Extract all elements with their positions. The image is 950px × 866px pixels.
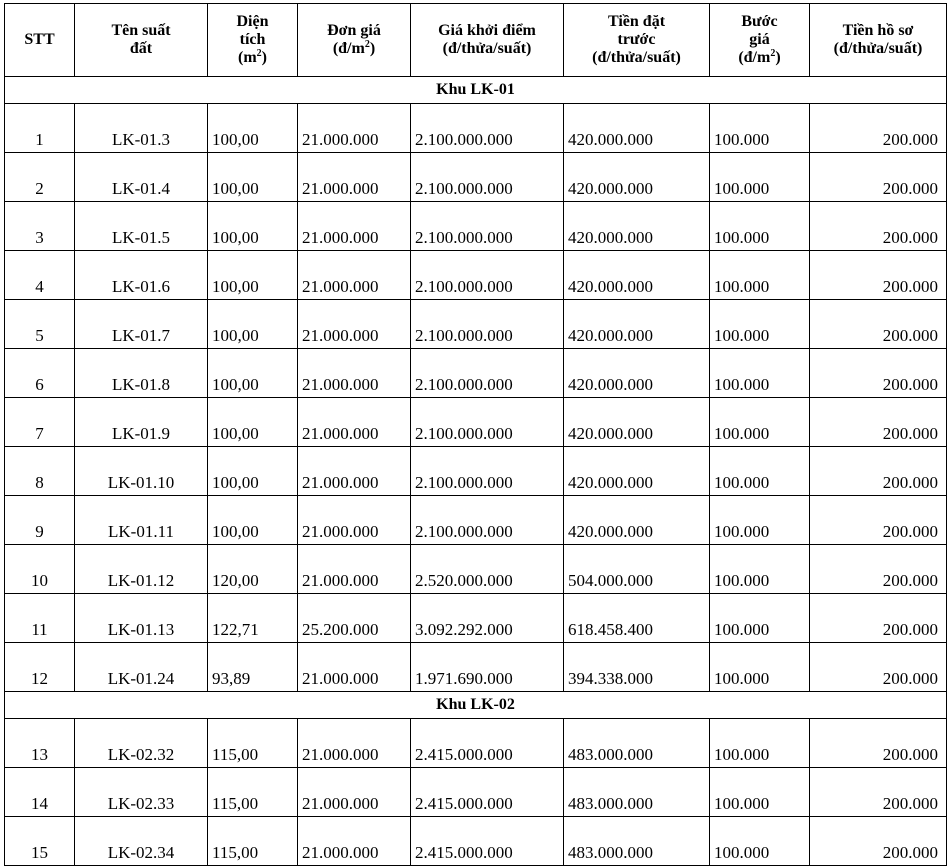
table-body (5, 77, 947, 866)
table-row (5, 496, 947, 545)
cell-stt: 12 (5, 643, 75, 692)
table-row (5, 153, 947, 202)
header-line: (đ/thửa/suất) (592, 49, 681, 66)
cell-starting-price: 2.100.000.000 (411, 251, 564, 300)
cell-stt: 6 (5, 349, 75, 398)
cell-price-step: 100.000 (710, 719, 810, 768)
header-area (208, 4, 298, 77)
cell-unit-price: 21.000.000 (298, 719, 411, 768)
header-line: $(m^2)$ (238, 48, 267, 66)
cell-area: 122,71 (208, 594, 298, 643)
cell-dossier-fee: 200.000 (810, 104, 947, 153)
cell-unit-price: 21.000.000 (298, 153, 411, 202)
cell-land-name: LK-01.24 (75, 643, 208, 692)
table-row (5, 349, 947, 398)
cell-price-step: 100.000 (710, 643, 810, 692)
cell-starting-price: 2.100.000.000 (411, 447, 564, 496)
cell-stt: 10 (5, 545, 75, 594)
cell-area: 100,00 (208, 104, 298, 153)
cell-area: 100,00 (208, 349, 298, 398)
cell-stt: 9 (5, 496, 75, 545)
header-starting-price (411, 4, 564, 77)
header-line: (đ/thửa/suất) (442, 40, 532, 57)
header-line: Đơn giá (327, 22, 381, 39)
cell-starting-price: 2.100.000.000 (411, 398, 564, 447)
cell-price-step: 100.000 (710, 398, 810, 447)
header-line: trước (617, 31, 656, 48)
cell-dossier-fee: 200.000 (810, 719, 947, 768)
header-line: Tiền đặt (607, 13, 666, 30)
cell-deposit: 504.000.000 (564, 545, 710, 594)
cell-land-name: LK-02.33 (75, 768, 208, 817)
cell-stt: 4 (5, 251, 75, 300)
cell-land-name: LK-01.3 (75, 104, 208, 153)
cell-dossier-fee: 200.000 (810, 202, 947, 251)
header-price-step (710, 4, 810, 77)
table-row (5, 300, 947, 349)
header-stt (5, 4, 75, 77)
cell-dossier-fee: 200.000 (810, 594, 947, 643)
cell-dossier-fee: 200.000 (810, 300, 947, 349)
cell-area: 115,00 (208, 817, 298, 866)
header-line: (đ/thửa/suất) (833, 40, 923, 57)
cell-deposit: 420.000.000 (564, 202, 710, 251)
cell-unit-price: 21.000.000 (298, 251, 411, 300)
cell-deposit: 420.000.000 (564, 153, 710, 202)
zone-row (5, 692, 947, 719)
cell-unit-price: 21.000.000 (298, 104, 411, 153)
cell-starting-price: 2.100.000.000 (411, 496, 564, 545)
cell-dossier-fee: 200.000 (810, 817, 947, 866)
cell-price-step: 100.000 (710, 349, 810, 398)
table-row (5, 202, 947, 251)
cell-area: 100,00 (208, 398, 298, 447)
cell-price-step: 100.000 (710, 104, 810, 153)
cell-price-step: 100.000 (710, 447, 810, 496)
cell-price-step: 100.000 (710, 251, 810, 300)
cell-dossier-fee: 200.000 (810, 251, 947, 300)
cell-land-name: LK-01.5 (75, 202, 208, 251)
cell-stt: 5 (5, 300, 75, 349)
cell-price-step: 100.000 (710, 202, 810, 251)
cell-dossier-fee: 200.000 (810, 398, 947, 447)
cell-unit-price: 21.000.000 (298, 447, 411, 496)
cell-deposit: 420.000.000 (564, 349, 710, 398)
cell-area: 93,89 (208, 643, 298, 692)
cell-dossier-fee: 200.000 (810, 447, 947, 496)
cell-starting-price: 3.092.292.000 (411, 594, 564, 643)
cell-land-name: LK-01.6 (75, 251, 208, 300)
cell-dossier-fee: 200.000 (810, 768, 947, 817)
cell-area: 120,00 (208, 545, 298, 594)
cell-deposit: 420.000.000 (564, 300, 710, 349)
cell-deposit: 420.000.000 (564, 104, 710, 153)
cell-stt: 13 (5, 719, 75, 768)
header-row (5, 4, 947, 77)
cell-unit-price: 21.000.000 (298, 398, 411, 447)
cell-area: 100,00 (208, 447, 298, 496)
cell-starting-price: 2.415.000.000 (411, 719, 564, 768)
header-deposit (564, 4, 710, 77)
cell-unit-price: 25.200.000 (298, 594, 411, 643)
cell-deposit: 420.000.000 (564, 447, 710, 496)
cell-stt: 14 (5, 768, 75, 817)
cell-area: 100,00 (208, 251, 298, 300)
cell-stt: 11 (5, 594, 75, 643)
table-row (5, 545, 947, 594)
cell-price-step: 100.000 (710, 545, 810, 594)
cell-price-step: 100.000 (710, 496, 810, 545)
cell-starting-price: 2.520.000.000 (411, 545, 564, 594)
cell-unit-price: 21.000.000 (298, 202, 411, 251)
cell-starting-price: 2.100.000.000 (411, 349, 564, 398)
cell-area: 100,00 (208, 202, 298, 251)
cell-starting-price: 2.100.000.000 (411, 153, 564, 202)
table-row (5, 768, 947, 817)
header-line: Tên suất (111, 22, 171, 39)
zone-title: Khu LK-01 (5, 77, 947, 104)
cell-deposit: 483.000.000 (564, 817, 710, 866)
cell-unit-price: 21.000.000 (298, 643, 411, 692)
cell-land-name: LK-01.4 (75, 153, 208, 202)
header-line: $(đ/m^2)$ (332, 39, 376, 57)
cell-starting-price: 2.100.000.000 (411, 300, 564, 349)
cell-deposit: 420.000.000 (564, 251, 710, 300)
cell-deposit: 394.338.000 (564, 643, 710, 692)
table-row (5, 594, 947, 643)
header-line: Bước (741, 13, 778, 30)
cell-stt: 15 (5, 817, 75, 866)
table-row (5, 817, 947, 866)
table-row (5, 398, 947, 447)
cell-area: 100,00 (208, 496, 298, 545)
header-land-name (75, 4, 208, 77)
cell-price-step: 100.000 (710, 153, 810, 202)
cell-price-step: 100.000 (710, 300, 810, 349)
cell-land-name: LK-01.13 (75, 594, 208, 643)
table-row (5, 447, 947, 496)
header-line: Tiền hồ sơ (842, 22, 914, 39)
cell-starting-price: 1.971.690.000 (411, 643, 564, 692)
cell-deposit: 483.000.000 (564, 719, 710, 768)
cell-land-name: LK-02.34 (75, 817, 208, 866)
cell-stt: 1 (5, 104, 75, 153)
cell-stt: 2 (5, 153, 75, 202)
cell-dossier-fee: 200.000 (810, 545, 947, 594)
cell-unit-price: 21.000.000 (298, 349, 411, 398)
header-dossier-fee (810, 4, 947, 77)
cell-area: 100,00 (208, 153, 298, 202)
header-line: tích (239, 31, 266, 48)
cell-starting-price: 2.100.000.000 (411, 104, 564, 153)
cell-price-step: 100.000 (710, 594, 810, 643)
cell-unit-price: 21.000.000 (298, 496, 411, 545)
table-row (5, 251, 947, 300)
cell-land-name: LK-01.9 (75, 398, 208, 447)
table-row (5, 643, 947, 692)
cell-land-name: LK-01.12 (75, 545, 208, 594)
cell-unit-price: 21.000.000 (298, 300, 411, 349)
table-row (5, 104, 947, 153)
cell-deposit: 618.458.400 (564, 594, 710, 643)
table-row (5, 719, 947, 768)
header-line: $(đ/m^2)$ (738, 48, 781, 66)
cell-starting-price: 2.415.000.000 (411, 817, 564, 866)
zone-row (5, 77, 947, 104)
cell-unit-price: 21.000.000 (298, 817, 411, 866)
cell-dossier-fee: 200.000 (810, 496, 947, 545)
zone-title: Khu LK-02 (5, 692, 947, 719)
header-line: đất (129, 40, 153, 57)
cell-stt: 7 (5, 398, 75, 447)
cell-dossier-fee: 200.000 (810, 153, 947, 202)
cell-starting-price: 2.100.000.000 (411, 202, 564, 251)
header-line: STT (24, 31, 55, 48)
cell-area: 115,00 (208, 719, 298, 768)
header-line: giá (749, 31, 770, 48)
cell-dossier-fee: 200.000 (810, 643, 947, 692)
cell-price-step: 100.000 (710, 768, 810, 817)
cell-land-name: LK-01.10 (75, 447, 208, 496)
cell-land-name: LK-01.8 (75, 349, 208, 398)
header-line: Diện (236, 13, 269, 30)
cell-land-name: LK-01.7 (75, 300, 208, 349)
header-unit-price (298, 4, 411, 77)
cell-price-step: 100.000 (710, 817, 810, 866)
cell-deposit: 420.000.000 (564, 398, 710, 447)
cell-area: 100,00 (208, 300, 298, 349)
cell-unit-price: 21.000.000 (298, 768, 411, 817)
cell-deposit: 483.000.000 (564, 768, 710, 817)
cell-land-name: LK-01.11 (75, 496, 208, 545)
cell-area: 115,00 (208, 768, 298, 817)
cell-starting-price: 2.415.000.000 (411, 768, 564, 817)
cell-dossier-fee: 200.000 (810, 349, 947, 398)
header-line: Giá khởi điểm (438, 22, 536, 39)
cell-deposit: 420.000.000 (564, 496, 710, 545)
cell-land-name: LK-02.32 (75, 719, 208, 768)
cell-stt: 3 (5, 202, 75, 251)
cell-unit-price: 21.000.000 (298, 545, 411, 594)
cell-stt: 8 (5, 447, 75, 496)
land-auction-table (4, 3, 947, 866)
